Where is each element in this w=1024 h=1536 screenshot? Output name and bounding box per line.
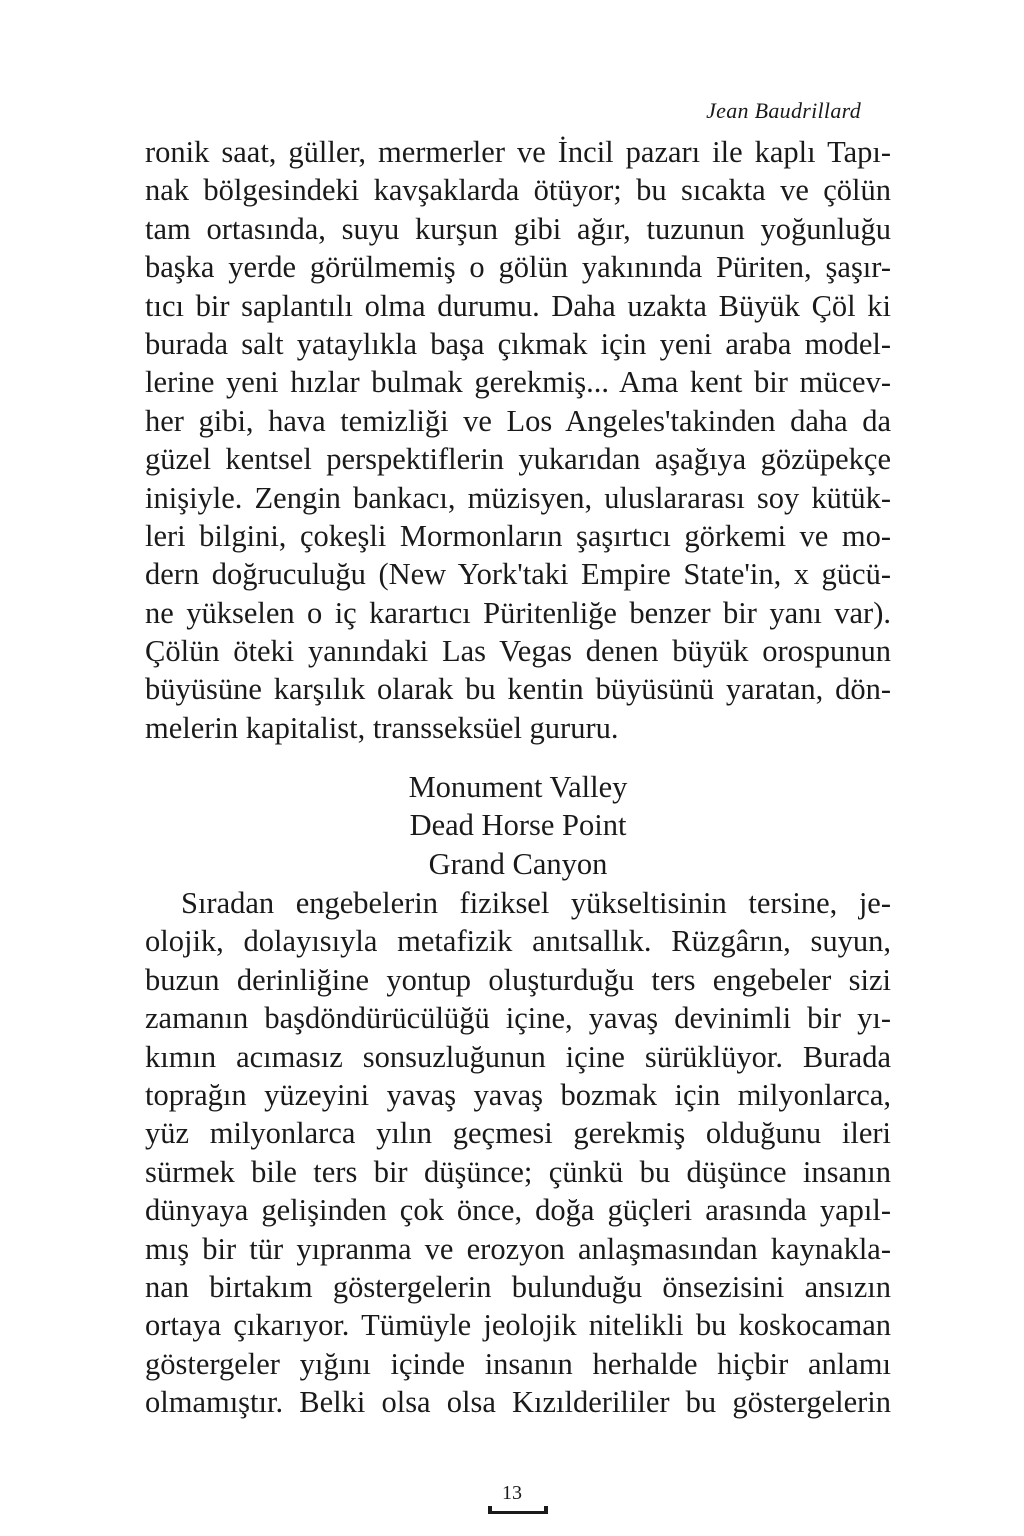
text-line: melerin kapitalist, transseksüel gururu. — [145, 710, 619, 745]
text-line: zamanın başdöndürücülüğü içine, yavaş devinimli bir yı- — [145, 1001, 891, 1036]
text-line: tıcı bir saplantılı olma durumu. Daha uzakta Büyük Çöl ki — [145, 288, 891, 323]
text-line: göstergeler yığını içinde insanın herhalde hiçbir anlamı — [145, 1346, 891, 1381]
text-line: tam ortasında, suyu kurşun gibi ağır, tuzunun yoğunluğu — [145, 211, 891, 246]
text-line: lerine yeni hızlar bulmak gerekmiş... Ama kent bir mücev- — [145, 365, 891, 400]
text-line: burada salt yataylıkla başa çıkmak için yeni araba model- — [145, 326, 891, 361]
page-number — [0, 1482, 1024, 1505]
text-line: sürmek bile ters bir düşünce; çünkü bu düşünce insanın — [145, 1154, 891, 1189]
text-line: büyüsüne karşılık olarak bu kentin büyüsünü yaratan, dön- — [145, 672, 891, 707]
text-line: mış bir tür yıpranma ve erozyon anlaşmasından kaynakla- — [145, 1231, 891, 1266]
text-line: olojik, dolayısıyla metafizik anıtsallık. Rüzgârın, suyun, — [145, 924, 891, 959]
text-line: güzel kentsel perspektiflerin yukarıdan aşağıya gözüpekçe — [145, 442, 891, 477]
page-number-rule — [488, 1506, 548, 1514]
text-line: dünyaya gelişinden çok önce, doğa güçleri arasında yapıl- — [145, 1193, 891, 1228]
text-line: Sıradan engebelerin fiziksel yükseltisinin tersine, je- — [181, 886, 891, 920]
text-line: nak bölgesindeki kavşaklarda ötüyor; bu sıcakta ve çölün — [145, 173, 891, 208]
text-line: ne yükselen o iç karartıcı Püritenliğe benzer bir yanı var). — [145, 595, 891, 630]
heading-line: Dead Horse Point — [409, 808, 627, 843]
text-line: Çölün öteki yanındaki Las Vegas denen büyük orospunun — [145, 634, 891, 669]
paragraph-1 — [145, 133, 891, 747]
text-line: dern doğruculuğu (New York'taki Empire State'in, x gücü- — [145, 557, 891, 592]
text-line: başka yerde görülmemiş o gölün yakınında Püriten, şaşır- — [145, 250, 891, 285]
heading-line: Monument Valley — [408, 770, 628, 804]
text-line: nan birtakım göstergelerin bulunduğu önsezisini ansızın — [145, 1269, 891, 1304]
text-line: ortaya çıkarıyor. Tümüyle jeolojik nitelikli bu koskocaman — [145, 1308, 891, 1343]
paragraph-2 — [145, 884, 891, 1421]
heading-line: Grand Canyon — [428, 846, 608, 881]
text-line: her gibi, hava temizliği ve Los Angeles'takinden daha da — [145, 403, 891, 438]
text-line: inişiyle. Zengin bankacı, müzisyen, uluslararası soy kütük- — [145, 480, 891, 515]
text-line: buzun derinliğine yontup oluşturduğu ters engebeler sizi — [145, 962, 891, 997]
text-line: yüz milyonlarca yılın geçmesi gerekmiş olduğunu ileri — [145, 1116, 891, 1151]
running-head-author: Jean Baudrillard — [706, 98, 861, 123]
page-number-text: 13 — [502, 1482, 522, 1504]
text-line: leri bilgini, çokeşli Mormonların şaşırtıcı görkemi ve mo- — [145, 518, 891, 553]
text-line: olmamıştır. Belki olsa olsa Kızılderililer bu göstergelerin — [145, 1385, 891, 1420]
section-heading-places — [145, 768, 891, 883]
text-line: ronik saat, güller, mermerler ve İncil pazarı ile kaplı Tapı- — [145, 135, 891, 169]
text-line: toprağın yüzeyini yavaş yavaş bozmak için milyonlarca, — [145, 1077, 891, 1112]
text-line: kımın acımasız sonsuzluğunun içine sürüklüyor. Burada — [145, 1039, 891, 1074]
